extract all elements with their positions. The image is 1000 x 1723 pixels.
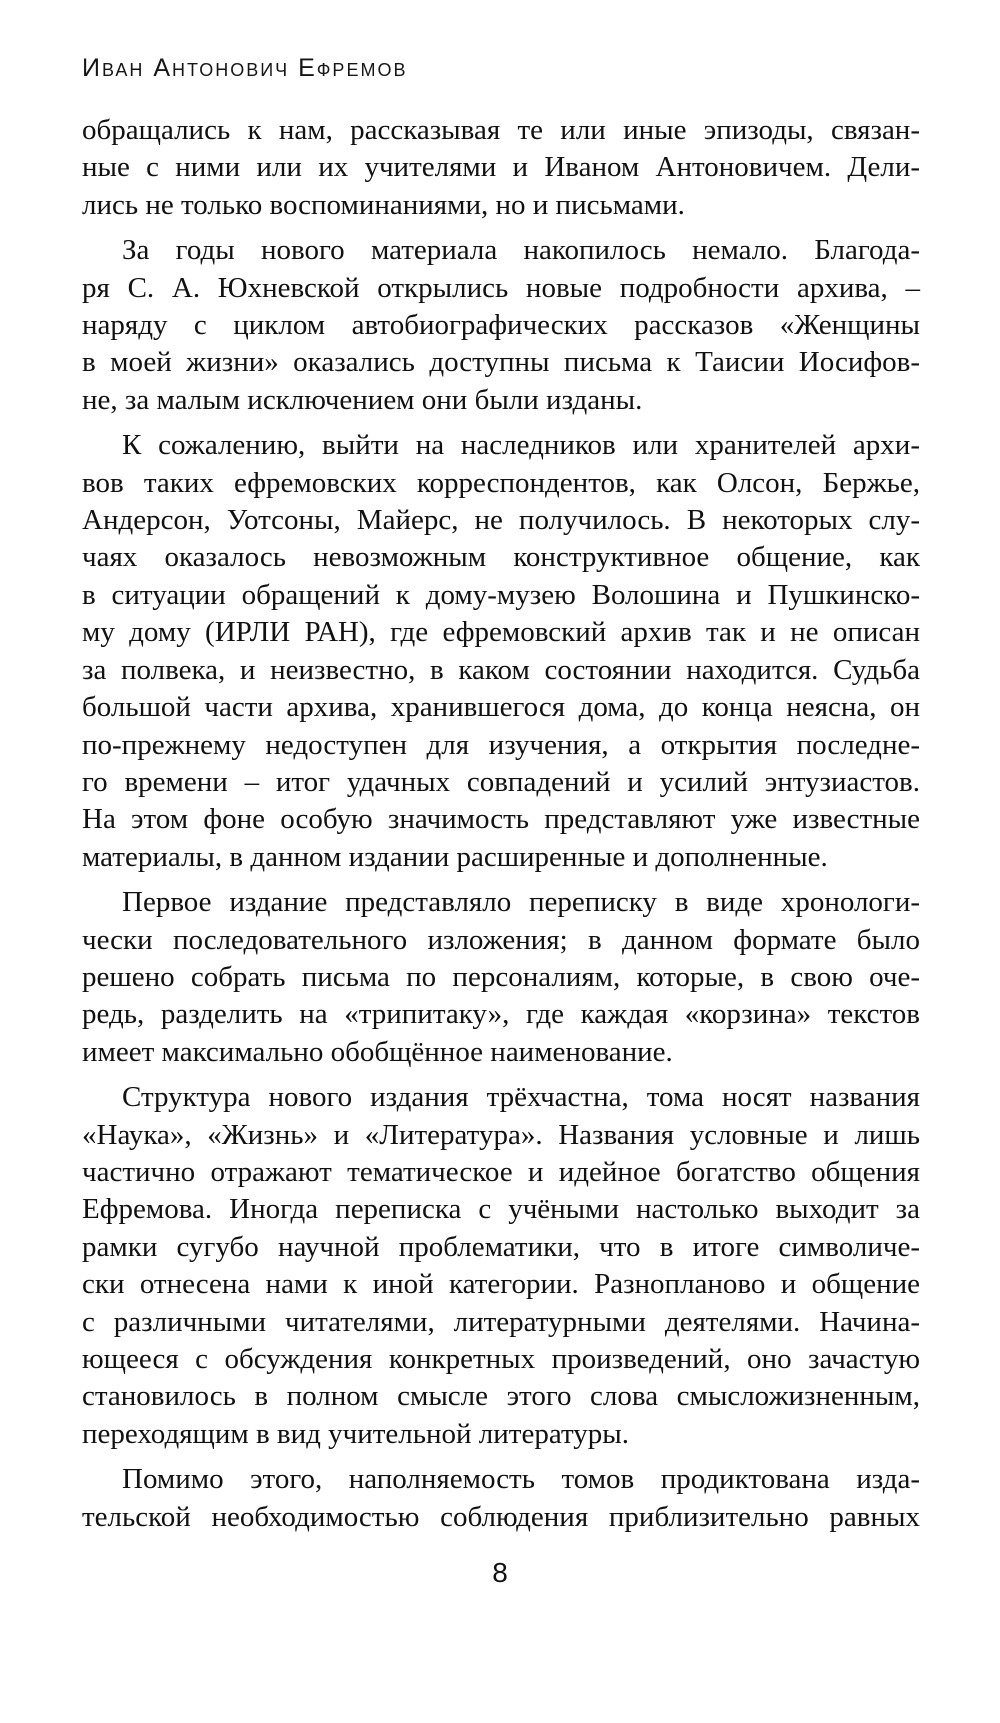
text-line: с различными читателями, литературными деятелями. Начина- bbox=[82, 1305, 920, 1338]
page-number: 8 bbox=[492, 1557, 508, 1588]
paragraph bbox=[82, 1079, 920, 1453]
text-line: материалы, в данном издании расширенные и дополненные. bbox=[82, 840, 828, 873]
paragraph bbox=[82, 427, 920, 876]
paragraph bbox=[82, 112, 920, 224]
text-line: решено собрать письма по персоналиям, которые, в свою оче- bbox=[82, 960, 920, 993]
text-line: тельской необходимостью соблюдения приблизительно равных bbox=[82, 1500, 920, 1533]
text-line: становилось в полном смысле этого слова смысложизненным, bbox=[82, 1380, 920, 1413]
text-line: лись не только воспоминаниями, но и письмами. bbox=[82, 188, 685, 221]
text-line: «Наука», «Жизнь» и «Литература». Названия условные и лишь bbox=[82, 1118, 920, 1151]
paragraph bbox=[82, 232, 920, 419]
text-line: Ефремова. Иногда переписка с учёными настолько выходит за bbox=[82, 1193, 920, 1226]
text-line: чаях оказалось невозможным конструктивное общение, как bbox=[82, 541, 920, 574]
text-line: К сожалению, выйти на наследников или хранителей архи- bbox=[122, 429, 920, 462]
text-line: ные с ними или их учителями и Иваном Антоновичем. Дели- bbox=[82, 151, 920, 184]
text-line: чески последовательного изложения; в данном формате было bbox=[82, 923, 920, 956]
text-line: ющееся с обсуждения конкретных произведений, оно зачастую bbox=[82, 1343, 920, 1375]
paragraph bbox=[82, 884, 920, 1071]
paragraph bbox=[82, 1461, 920, 1536]
text-line: переходящим в вид учительной литературы. bbox=[82, 1417, 629, 1450]
text-line: большой части архива, хранившегося дома, до конца неясна, он bbox=[82, 691, 920, 724]
text-line: ря С. А. Юхневской открылись новые подробности архива, – bbox=[82, 271, 920, 304]
text-line: Помимо этого, наполняемость томов продиктована изда- bbox=[122, 1463, 920, 1496]
text-line: го времени – итог удачных совпадений и усилий энтузиастов. bbox=[82, 765, 920, 798]
text-line: вов таких ефремовских корреспондентов, как Олсон, Бержье, bbox=[82, 466, 920, 499]
text-line: му дому (ИРЛИ РАН), где ефремовский архив так и не описан bbox=[82, 616, 920, 649]
text-line: ски отнесена нами к иной категории. Разнопланово и общение bbox=[82, 1268, 920, 1301]
text-line: частично отражают тематическое и идейное богатство общения bbox=[82, 1155, 920, 1188]
text-line: наряду с циклом автобиографических рассказов «Женщины bbox=[82, 309, 920, 342]
text-line: в ситуации обращений к дому-музею Волошина и Пушкинско- bbox=[82, 578, 920, 611]
text-line: За годы нового материала накопилось немало. Благода- bbox=[122, 234, 920, 267]
text-line: рамки сугубо научной проблематики, что в итоге символиче- bbox=[82, 1230, 920, 1263]
text-line: в моей жизни» оказались доступны письма к Таисии Иосифов- bbox=[82, 346, 920, 379]
text-line: Структура нового издания трёхчастна, тома носят названия bbox=[122, 1081, 920, 1114]
text-line: имеет максимально обобщённое наименование. bbox=[82, 1035, 673, 1068]
text-line: обращались к нам, рассказывая те или иные эпизоды, связан- bbox=[82, 114, 920, 146]
text-line: Первое издание представляло переписку в виде хронологи- bbox=[122, 886, 920, 919]
text-line: На этом фоне особую значимость представляют уже известные bbox=[82, 803, 920, 836]
text-line: не, за малым исключением они были изданы. bbox=[82, 383, 643, 416]
text-line: Андерсон, Уотсоны, Майерс, не получилось. В некоторых слу- bbox=[82, 504, 920, 537]
text-line: по-прежнему недоступен для изучения, а открытия последне- bbox=[82, 728, 920, 761]
running-head-author: Иван Антонович Ефремов bbox=[82, 54, 408, 82]
text-line: за полвека, и неизвестно, в каком состоянии находится. Судьба bbox=[82, 653, 920, 686]
body-text bbox=[82, 112, 920, 1536]
text-line: редь, разделить на «трипитаку», где каждая «корзина» текстов bbox=[82, 998, 920, 1031]
